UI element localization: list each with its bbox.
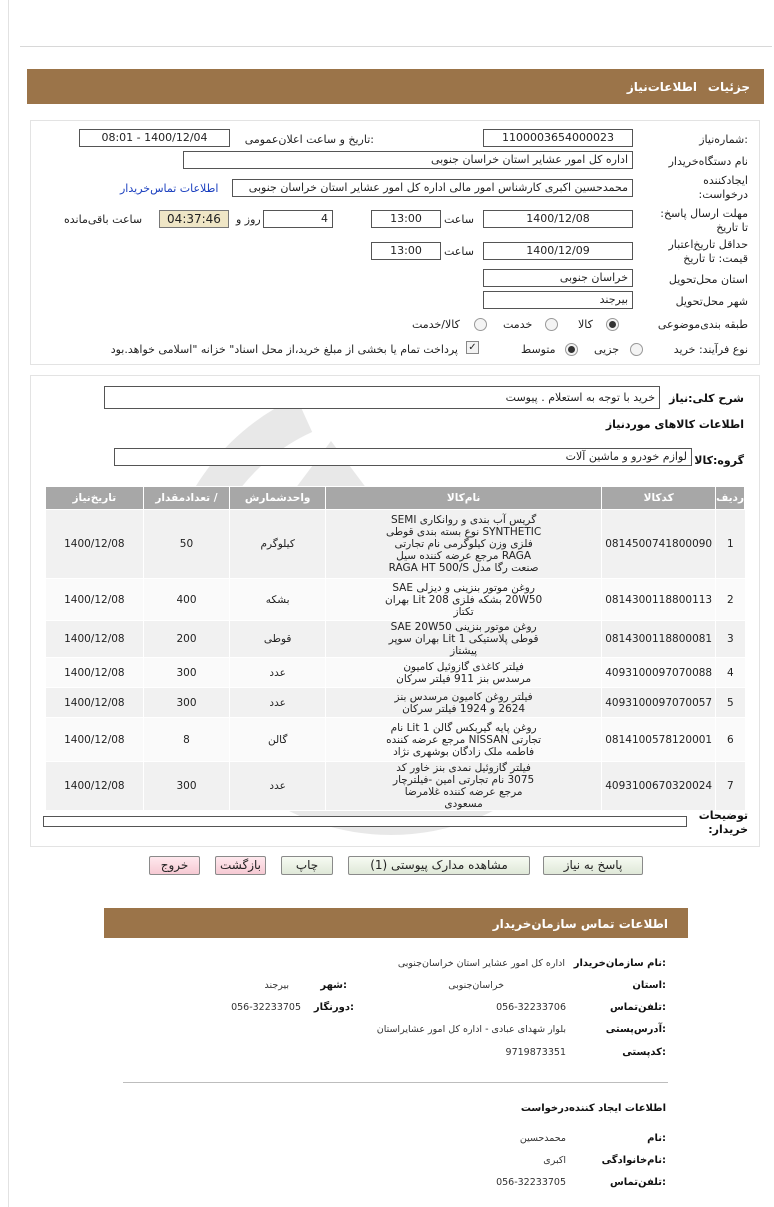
item-unit: عدد [230,762,326,811]
contact-city-value: بیرجند [264,980,289,991]
item-qty: 300 [143,688,230,718]
category-goods-radio[interactable] [606,318,619,331]
treasury-payment-note: پرداخت تمام یا بخشی از مبلغ خرید،از محل اسناد" خزانه "اسلامی خواهد.بود [110,343,458,356]
creator-section-title: اطلاعات ایجاد کننده‌درخواست [520,1103,666,1114]
contact-postal-label: کدپستی: [622,1047,666,1058]
contact-address-label: آدرس‌پستی: [605,1024,666,1035]
item-qty: 200 [143,621,230,658]
col-row: ردیف [716,487,745,510]
contact-phone-label: تلفن‌تماس: [609,1002,666,1013]
item-unit: قوطی [230,621,326,658]
table-row [46,718,745,762]
row-number: 3 [716,621,745,658]
validity-time-field: 13:00 [371,242,441,260]
deadline-date-field: 1400/12/08 [483,210,633,228]
group-label: گروه:کالا [694,454,744,467]
creator-family-label: نام‌خانوادگی: [601,1155,666,1166]
days-label: روز و [236,213,261,226]
table-row [46,658,745,688]
back-button[interactable]: بازگشت [215,856,266,875]
print-button[interactable]: چاپ [281,856,333,875]
tab-details[interactable]: جزئیات [707,80,750,94]
contact-phone-value: 056-32233706 [496,1002,566,1013]
item-code: 4093100097070057 [602,688,716,718]
contact-province-value: خراسان‌جنوبی [448,980,504,991]
goods-section-title: اطلاعات کالاهای موردنیاز [605,418,744,431]
summary-field: خرید با توجه به استعلام . پیوست [104,386,660,409]
table-row [46,621,745,658]
announce-label: تاریخ و ساعت اعلان‌عمومی: [244,133,374,146]
remaining-time: 04:37:46 [159,210,229,228]
header-bar [27,69,764,104]
contact-org-value: اداره کل امور عشایر استان خراسان‌جنوبی [397,958,565,969]
group-field: لوازم خودرو و ماشین آلات [114,448,692,466]
deadline-time-field: 13:00 [371,210,441,228]
item-code: 0814300118800081 [602,621,716,658]
col-date: تاریخ‌نیاز [46,487,144,510]
item-unit: عدد [230,688,326,718]
item-name: روغن پایه گیربکس گالن 1 Lit نام تجارتی NISSAN مرجع عرضه کننده فاطمه ملک زادگان بوشهری نژاد [326,718,602,762]
buyer-org-label: نام دستگاه‌خریدار [668,155,748,168]
creator-name-value: محمدحسین [519,1133,566,1144]
item-name: فیلتر گازوئیل نمدی بنز خاور کد 3075 نام تجارتی امین -فیلترچار مرجع عرضه کننده غلامرضا مسعودی [326,762,602,811]
creator-phone-label: تلفن‌تماس: [609,1177,666,1188]
item-date: 1400/12/08 [46,718,144,762]
attachments-button[interactable]: مشاهده مدارک پیوستی (1) [348,856,530,875]
item-code: 4093100670320024 [602,762,716,811]
tab-info[interactable]: اطلاعات‌نیاز [626,80,697,94]
buyer-org-field: اداره کل امور عشایر استان خراسان جنوبی [183,151,633,169]
row-number: 2 [716,579,745,621]
summary-label: شرح کلی:نیاز [669,392,744,405]
reply-button[interactable]: پاسخ به نیاز [543,856,643,875]
item-code: 0814100578120001 [602,718,716,762]
buyer-notes-label: توضیحات خریدار: [698,809,748,836]
item-qty: 300 [143,762,230,811]
validity-time-label: ساعت [444,245,474,258]
item-code: 0814300118800113 [602,579,716,621]
creator-phone-value: 056-32233705 [496,1177,566,1188]
province-label: استان محل‌تحویل [668,273,748,286]
row-number: 5 [716,688,745,718]
item-qty: 50 [143,510,230,579]
contact-title: اطلاعات تماس سازمان‌خریدار [492,917,668,931]
item-name: گریس آب بندی و روانکاری SEMI SYNTHETIC نوع بسته بندی قوطی فلزی وزن کیلوگرمی نام تجارتی RAGA مرجع عرضه کننده سیل صنعت رگا مدل RAGA HT 500/S [326,510,602,579]
goods-table [45,486,745,811]
process-medium-label: متوسط [521,343,556,356]
process-label: نوع فرآیند: خرید [673,343,748,356]
process-medium-radio[interactable] [565,343,578,356]
days-field: 4 [263,210,333,228]
validity-date-field: 1400/12/09 [483,242,633,260]
announce-field: 1400/12/04 - 08:01 [79,129,230,147]
city-label: شهر محل‌تحویل [675,295,748,308]
category-label: طبقه بندی‌موضوعی [657,318,748,331]
col-qty: / تعدادمقدار [143,487,230,510]
contact-province-label: استان: [632,980,666,991]
item-name: روغن موتور بنزینی و دیزلی SAE 20W50 بشکه فلزی 208 Lit بهران تکتاز [326,579,602,621]
contact-city-label: شهر: [320,980,347,991]
item-unit: بشکه [230,579,326,621]
exit-button[interactable]: خروج [149,856,200,875]
item-code: 0814500741800090 [602,510,716,579]
category-service-label: خدمت [503,318,533,331]
item-qty: 400 [143,579,230,621]
item-date: 1400/12/08 [46,621,144,658]
category-service-radio[interactable] [545,318,558,331]
item-date: 1400/12/08 [46,762,144,811]
deadline-label: مهلت ارسال پاسخ: تا تاریخ [660,207,748,234]
col-unit: واحدشمارش [230,487,326,510]
item-unit: کیلوگرم [230,510,326,579]
row-number: 7 [716,762,745,811]
treasury-payment-checkbox[interactable]: ✓ [466,341,479,354]
item-name: فیلتر کاغذی گازوئیل کامیون مرسدس بنز 911 فیلتر سرکان [326,658,602,688]
col-name: نام‌کالا [326,487,602,510]
creator-name-label: نام: [647,1133,666,1144]
row-number: 4 [716,658,745,688]
row-number: 1 [716,510,745,579]
item-date: 1400/12/08 [46,658,144,688]
item-qty: 8 [143,718,230,762]
contact-divider [123,1082,668,1083]
item-date: 1400/12/08 [46,579,144,621]
item-code: 4093100097070088 [602,658,716,688]
need-number-label: شماره‌نیاز: [699,133,748,146]
creator-label: ایجادکننده درخواست: [698,174,748,201]
item-name: روغن موتور بنزینی SAE 20W50 قوطی پلاستیکی 1 Lit بهران سوپر پیشتاز [326,621,602,658]
contact-fax-label: دورنگار: [313,1002,354,1013]
item-date: 1400/12/08 [46,510,144,579]
province-field: خراسان جنوبی [483,269,633,287]
table-row [46,510,745,579]
deadline-time-label: ساعت [444,213,474,226]
goods-table-header [46,487,745,510]
top-divider [20,46,772,47]
contact-postal-value: 9719873351 [505,1047,566,1058]
item-unit: گالن [230,718,326,762]
creator-family-value: اکبری [543,1155,566,1166]
city-field: بیرجند [483,291,633,309]
contact-address-value: بلوار شهدای عبادی - اداره کل امور عشایراستان [376,1024,566,1035]
need-number-field: 1100003654000023 [483,129,633,147]
category-both-label: کالا/خدمت [412,318,460,331]
item-qty: 300 [143,658,230,688]
category-both-radio[interactable] [474,318,487,331]
col-code: کدکالا [602,487,716,510]
buyer-contact-link[interactable]: اطلاعات تماس‌خریدار [120,182,219,195]
table-row [46,762,745,811]
remaining-label: ساعت باقی‌مانده [64,213,143,226]
process-partial-radio[interactable] [630,343,643,356]
validity-label: حداقل تاریخ‌اعتبار قیمت: تا تاریخ [668,238,748,265]
item-unit: عدد [230,658,326,688]
buyer-notes-field [43,816,687,827]
contact-fax-value: 056-32233705 [231,1002,301,1013]
contact-org-label: نام سازمان‌خریدار: [573,958,666,969]
item-date: 1400/12/08 [46,688,144,718]
category-goods-label: کالا [578,318,593,331]
table-row [46,579,745,621]
creator-field: محمدحسین اکبری کارشناس امور مالی اداره کل امور عشایر استان خراسان جنوبی [232,179,633,197]
table-row [46,688,745,718]
left-border-line [8,0,9,1207]
contact-header [104,908,688,938]
item-name: فیلتر روغن کامیون مرسدس بنز 2624 و 1924 فیلتر سرکان [326,688,602,718]
process-partial-label: جزیی [594,343,620,356]
row-number: 6 [716,718,745,762]
